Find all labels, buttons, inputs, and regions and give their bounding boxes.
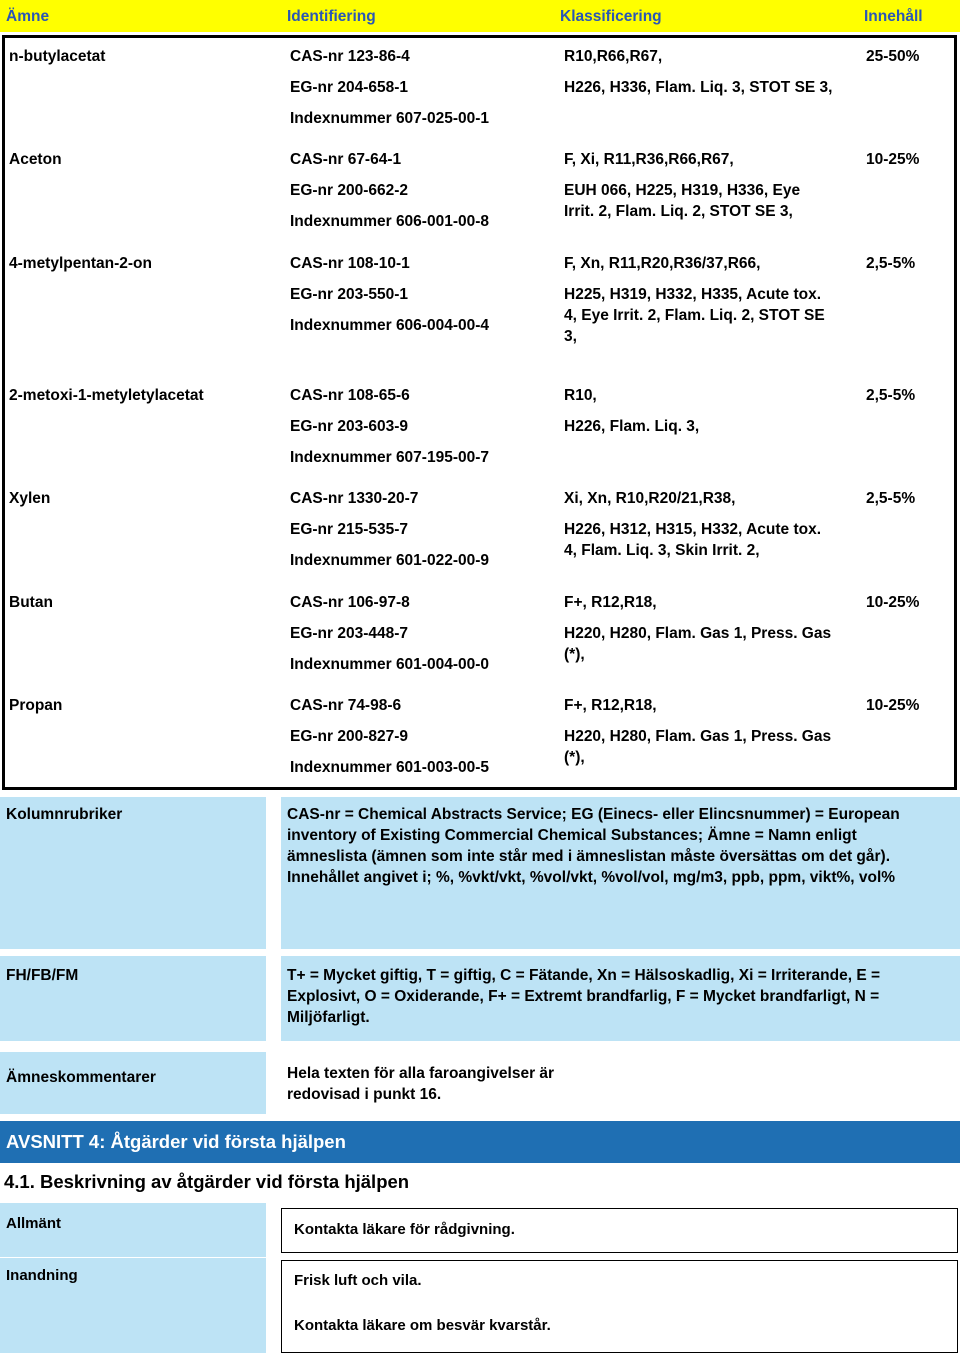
- classification-r: F+, R12,R18,: [564, 594, 657, 611]
- classification-h: H220, H280, Flam. Gas 1, Press. Gas (*),: [564, 625, 832, 663]
- section-4-1-title: 4.1. Beskrivning av åtgärder vid första hjälpen: [4, 1171, 410, 1192]
- substance-table: [2, 35, 957, 790]
- hazard-codes-label: FH/FB/FM: [6, 967, 79, 984]
- eg-number: EG-nr 203-550-1: [290, 286, 409, 303]
- general-label: Allmänt: [6, 1215, 62, 1232]
- content-range: 10-25%: [866, 151, 920, 168]
- column-headers-text: CAS-nr = Chemical Abstracts Service; EG (Einecs- eller Elincsnummer) = European inventory of Existing Commercial Chemical Substances; Ämne = Namn enligt ämneslista (ämnen som inte står med i ämneslistan måste översättas om det går). Innehållet angivet i; %, %vkt/vkt, %vol/vkt, %vol/vol, mg/m3, ppb, ppm, vikt%, vol%: [287, 806, 900, 886]
- classification-h: H220, H280, Flam. Gas 1, Press. Gas (*),: [564, 728, 832, 766]
- substance-name: Butan: [9, 594, 53, 611]
- index-number: Indexnummer 606-001-00-8: [290, 213, 490, 230]
- section-4-title: AVSNITT 4: Åtgärder vid första hjälpen: [6, 1131, 346, 1152]
- cas-number: CAS-nr 108-10-1: [290, 255, 410, 272]
- cas-number: CAS-nr 67-64-1: [290, 151, 402, 168]
- content-range: 2,5-5%: [866, 255, 916, 272]
- column-headers-label: Kolumnrubriker: [6, 806, 123, 823]
- classification-h: H226, H312, H315, H332, Acute tox. 4, Flam. Liq. 3, Skin Irrit. 2,: [564, 521, 822, 559]
- content-range: 2,5-5%: [866, 490, 916, 507]
- comments-text: Hela texten för alla faroangivelser är redovisad i punkt 16.: [287, 1065, 555, 1103]
- header-identification: Identifiering: [287, 8, 376, 25]
- cas-number: CAS-nr 74-98-6: [290, 697, 402, 714]
- classification-r: F, Xn, R11,R20,R36/37,R66,: [564, 255, 761, 272]
- classification-h: EUH 066, H225, H319, H336, Eye Irrit. 2, Flam. Liq. 2, STOT SE 3,: [564, 182, 801, 220]
- substance-name: Propan: [9, 697, 63, 714]
- inhalation-label: Inandning: [6, 1267, 78, 1284]
- section-4-header: [0, 1121, 960, 1163]
- substance-name: 4-metylpentan-2-on: [9, 255, 152, 272]
- content-range: 10-25%: [866, 697, 920, 714]
- table-header: [0, 0, 960, 32]
- classification-r: Xi, Xn, R10,R20/21,R38,: [564, 490, 736, 507]
- header-substance: Ämne: [6, 8, 50, 25]
- inhalation-text-1: Frisk luft och vila.: [294, 1272, 422, 1289]
- classification-r: R10,R66,R67,: [564, 48, 663, 65]
- header-content: Innehåll: [864, 8, 923, 25]
- eg-number: EG-nr 200-662-2: [290, 182, 409, 199]
- inhalation-text-2: Kontakta läkare om besvär kvarstår.: [294, 1317, 551, 1334]
- index-number: Indexnummer 601-004-00-0: [290, 656, 490, 673]
- cas-number: CAS-nr 106-97-8: [290, 594, 410, 611]
- eg-number: EG-nr 200-827-9: [290, 728, 409, 745]
- cas-number: CAS-nr 123-86-4: [290, 48, 410, 65]
- classification-r: R10,: [564, 387, 597, 404]
- eg-number: EG-nr 204-658-1: [290, 79, 409, 96]
- classification-h: H226, Flam. Liq. 3,: [564, 418, 700, 435]
- eg-number: EG-nr 215-535-7: [290, 521, 409, 538]
- cas-number: CAS-nr 1330-20-7: [290, 490, 419, 507]
- substance-name: Aceton: [9, 151, 62, 168]
- general-text: Kontakta läkare för rådgivning.: [294, 1221, 515, 1238]
- classification-h: H225, H319, H332, H335, Acute tox. 4, Eye Irrit. 2, Flam. Liq. 2, STOT SE 3,: [564, 286, 825, 345]
- classification-r: F+, R12,R18,: [564, 697, 657, 714]
- index-number: Indexnummer 601-003-00-5: [290, 759, 490, 776]
- index-number: Indexnummer 606-004-00-4: [290, 317, 490, 334]
- eg-number: EG-nr 203-448-7: [290, 625, 409, 642]
- substance-name: Xylen: [9, 490, 51, 507]
- classification-r: F, Xi, R11,R36,R66,R67,: [564, 151, 734, 168]
- classification-h: H226, H336, Flam. Liq. 3, STOT SE 3,: [564, 79, 833, 96]
- hazard-codes-text: T+ = Mycket giftig, T = giftig, C = Fätande, Xn = Hälsoskadlig, Xi = Irriterande, E = Explosivt, O = Oxiderande, F+ = Extremt brandfarlig, F = Mycket brandfarligt, N = Miljöfarligt.: [287, 967, 881, 1026]
- content-range: 2,5-5%: [866, 387, 916, 404]
- index-number: Indexnummer 607-195-00-7: [290, 449, 490, 466]
- content-range: 10-25%: [866, 594, 920, 611]
- comments-label: Ämneskommentarer: [6, 1069, 156, 1086]
- eg-number: EG-nr 203-603-9: [290, 418, 409, 435]
- index-number: Indexnummer 607-025-00-1: [290, 110, 490, 127]
- header-classification: Klassificering: [560, 8, 662, 25]
- substance-name: 2-metoxi-1-metyletylacetat: [9, 387, 204, 404]
- index-number: Indexnummer 601-022-00-9: [290, 552, 490, 569]
- substance-name: n-butylacetat: [9, 48, 106, 65]
- cas-number: CAS-nr 108-65-6: [290, 387, 410, 404]
- content-range: 25-50%: [866, 48, 920, 65]
